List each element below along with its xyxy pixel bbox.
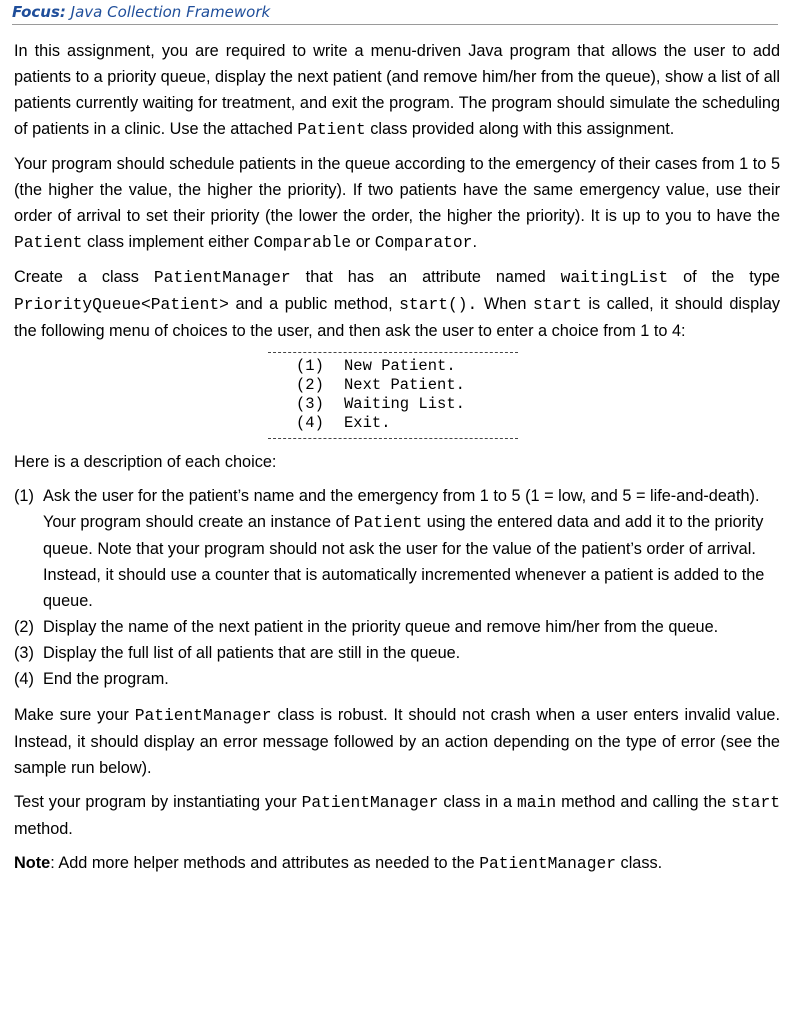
menu-item <box>268 395 518 414</box>
code-start: start <box>532 295 582 314</box>
code-waitinglist: waitingList <box>560 268 669 287</box>
priority-text-end: . <box>472 233 477 251</box>
choice-text: Ask the user for the patient’s name and the emergency from 1 to 5 (1 = low, and 5 = life-and-death). Your program should create an instance of Patient using the entered data and add it to the priority queue. Note that your program should not ask the user for the value of the patient’s order of arrival. Instead, it should use a counter that is automatically incremented whenever a patient is added to the queue. <box>43 487 765 610</box>
manager-text-end: is called, it should display the following menu of choices to the user, and then ask the user to enter a choice from 1 to 4: <box>14 295 781 340</box>
test-paragraph: Test your program by instantiating your PatientManager class in a main method and calling the start method. <box>14 793 780 838</box>
manager-text-3: of the type <box>683 268 780 286</box>
manager-paragraph <box>14 264 780 344</box>
choice-item <box>14 640 780 666</box>
choice-item <box>14 483 780 614</box>
choice-number: (3) <box>14 644 34 662</box>
manager-text-4: and a public method, <box>235 295 393 313</box>
manager-text: Create a class <box>14 268 139 286</box>
menu-item-number: (1) <box>296 357 324 375</box>
menu-item <box>268 414 518 433</box>
choice-text: Display the full list of all patients that are still in the queue. <box>43 644 461 662</box>
code-patient: Patient <box>353 513 423 532</box>
code-start-method: start(). <box>399 295 478 314</box>
choice-text: Display the name of the next patient in the priority queue and remove him/her from the queue. <box>43 618 719 636</box>
code-comparable: Comparable <box>253 233 352 252</box>
menu-item-label: Next Patient. <box>344 376 465 394</box>
document-header <box>12 2 778 25</box>
intro-text: In this assignment, you are required to write a menu-driven Java program that allows the user to add patients to a priority queue, display the next patient (and remove him/her from the queue), show a list of all patients currently waiting for treatment, and exit the program. The program should simulate the scheduling of patients in a clinic. Use the attached <box>14 42 780 138</box>
intro-text-end: class provided along with this assignment. <box>370 120 675 138</box>
note-label: Note <box>14 854 51 872</box>
priority-text-2: class implement either <box>86 233 249 251</box>
code-comparator: Comparator <box>374 233 473 252</box>
menu-item-number: (4) <box>296 414 324 432</box>
note-paragraph: Note: Add more helper methods and attributes as needed to the PatientManager class. <box>14 854 663 873</box>
code-patient: Patient <box>14 233 83 252</box>
code-priorityqueue: PriorityQueue<Patient> <box>14 295 229 314</box>
intro-paragraph <box>14 38 780 143</box>
code-start: start <box>731 793 780 812</box>
priority-text-3: or <box>355 233 371 251</box>
menu-item <box>268 357 518 376</box>
manager-text-2: that has an attribute named <box>305 268 546 286</box>
code-patientmanager: PatientManager <box>134 706 272 725</box>
focus-label: Focus: <box>12 3 66 21</box>
code-main: main <box>517 793 557 812</box>
menu-divider-top <box>268 352 518 353</box>
menu-item-label: New Patient. <box>344 357 456 375</box>
description-intro: Here is a description of each choice: <box>14 453 277 471</box>
code-patientmanager: PatientManager <box>153 268 291 287</box>
priority-paragraph <box>14 151 780 256</box>
robust-paragraph: Make sure your PatientManager class is robust. It should not crash when a user enters invalid value. Instead, it should display an error message followed by an action depending on the type of error (see the sample run below). <box>14 706 780 777</box>
menu-item-number: (2) <box>296 376 324 394</box>
choice-number: (1) <box>14 487 34 505</box>
menu-item-label: Waiting List. <box>344 395 465 413</box>
choice-item <box>14 666 780 692</box>
choice-number: (4) <box>14 670 34 688</box>
choice-text: End the program. <box>43 670 169 688</box>
menu-divider-bottom <box>268 438 518 439</box>
menu-item-number: (3) <box>296 395 324 413</box>
choice-item <box>14 614 780 640</box>
code-patientmanager: PatientManager <box>479 854 617 873</box>
focus-topic: Java Collection Framework <box>70 3 271 21</box>
choice-number: (2) <box>14 618 34 636</box>
menu-item-label: Exit. <box>344 414 391 432</box>
code-patient: Patient <box>297 120 366 139</box>
manager-text-5: When <box>483 295 527 313</box>
choice-list <box>14 483 780 692</box>
priority-text: Your program should schedule patients in the queue according to the emergency of their cases from 1 to 5 (the higher the value, the higher the priority). If two patients have the same emergency value, use their order of arrival to set their priority (the lower the order, the higher the priority). It is up to you to have the <box>14 155 780 225</box>
focus-title <box>12 2 778 22</box>
menu-item <box>268 376 518 395</box>
assignment-body <box>14 38 780 885</box>
menu-sample <box>268 352 518 439</box>
code-patientmanager: PatientManager <box>301 793 439 812</box>
